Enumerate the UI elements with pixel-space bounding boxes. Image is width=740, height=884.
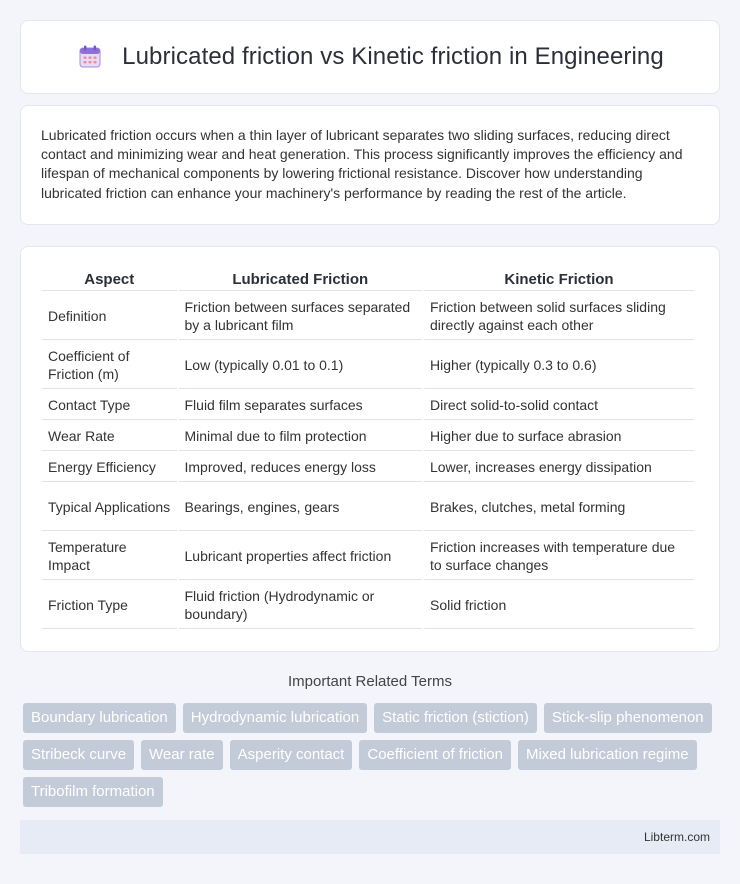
related-term-tag[interactable]: Hydrodynamic lubrication xyxy=(183,703,367,733)
row-aspect: Wear Rate xyxy=(42,422,177,451)
row-lubricated: Minimal due to film protection xyxy=(179,422,422,451)
related-term-tag[interactable]: Wear rate xyxy=(141,740,223,770)
row-kinetic: Higher (typically 0.3 to 0.6) xyxy=(424,342,694,389)
comparison-table-card xyxy=(20,246,720,652)
footer-brand[interactable]: Libterm.com xyxy=(643,830,710,844)
row-aspect: Typical Applications xyxy=(42,484,177,531)
related-term-tag[interactable]: Boundary lubrication xyxy=(23,703,176,733)
related-term-tag[interactable]: Asperity contact xyxy=(230,740,353,770)
intro-text: Lubricated friction occurs when a thin layer of lubricant separates two sliding surfaces, reducing direct contact and minimizing wear and heat generation. This process significantly improves the efficiency and lifespan of mechanical components by lowering frictional resistance. Discover how understanding lubricated friction can enhance your machinery's performance by reading the rest of the article. xyxy=(41,127,683,201)
related-term-tag[interactable]: Static friction (stiction) xyxy=(374,703,537,733)
row-aspect: Coefficient of Friction (m) xyxy=(42,342,177,389)
row-lubricated: Bearings, engines, gears xyxy=(179,484,422,531)
row-aspect: Friction Type xyxy=(42,582,177,629)
row-lubricated: Friction between surfaces separated by a lubricant film xyxy=(179,293,422,340)
related-term-tag[interactable]: Mixed lubrication regime xyxy=(518,740,697,770)
row-lubricated: Lubricant properties affect friction xyxy=(179,533,422,580)
row-aspect: Definition xyxy=(42,293,177,340)
row-aspect: Contact Type xyxy=(42,391,177,420)
table-header-row xyxy=(42,269,694,291)
column-header-lubricated: Lubricated Friction xyxy=(179,269,422,291)
table-row xyxy=(42,484,694,531)
related-term-tag[interactable]: Coefficient of friction xyxy=(359,740,511,770)
intro-card xyxy=(20,105,720,225)
row-lubricated: Low (typically 0.01 to 0.1) xyxy=(179,342,422,389)
row-kinetic: Lower, increases energy dissipation xyxy=(424,453,694,482)
table-row xyxy=(42,582,694,629)
row-kinetic: Friction between solid surfaces sliding directly against each other xyxy=(424,293,694,340)
row-aspect: Temperature Impact xyxy=(42,533,177,580)
calendar-icon xyxy=(76,43,104,71)
column-header-aspect: Aspect xyxy=(42,269,177,291)
column-header-kinetic: Kinetic Friction xyxy=(424,269,694,291)
table-row xyxy=(42,533,694,580)
page-title: Lubricated friction vs Kinetic friction in Engineering xyxy=(122,43,664,70)
footer xyxy=(20,820,720,854)
row-kinetic: Direct solid-to-solid contact xyxy=(424,391,694,420)
table-row xyxy=(42,422,694,451)
row-kinetic: Brakes, clutches, metal forming xyxy=(424,484,694,531)
row-lubricated: Fluid film separates surfaces xyxy=(179,391,422,420)
row-lubricated: Improved, reduces energy loss xyxy=(179,453,422,482)
row-kinetic: Friction increases with temperature due to surface changes xyxy=(424,533,694,580)
table-row xyxy=(42,453,694,482)
related-term-tag[interactable]: Stick-slip phenomenon xyxy=(544,703,712,733)
table-row xyxy=(42,342,694,389)
related-term-tag[interactable]: Tribofilm formation xyxy=(23,777,163,807)
related-term-tag[interactable]: Stribeck curve xyxy=(23,740,134,770)
comparison-table xyxy=(40,267,696,631)
related-terms-title: Important Related Terms xyxy=(288,673,452,690)
table-row xyxy=(42,391,694,420)
row-kinetic: Solid friction xyxy=(424,582,694,629)
related-terms-list xyxy=(20,703,720,814)
header-card xyxy=(20,20,720,94)
row-lubricated: Fluid friction (Hydrodynamic or boundary) xyxy=(179,582,422,629)
row-aspect: Energy Efficiency xyxy=(42,453,177,482)
row-kinetic: Higher due to surface abrasion xyxy=(424,422,694,451)
table-row xyxy=(42,293,694,340)
